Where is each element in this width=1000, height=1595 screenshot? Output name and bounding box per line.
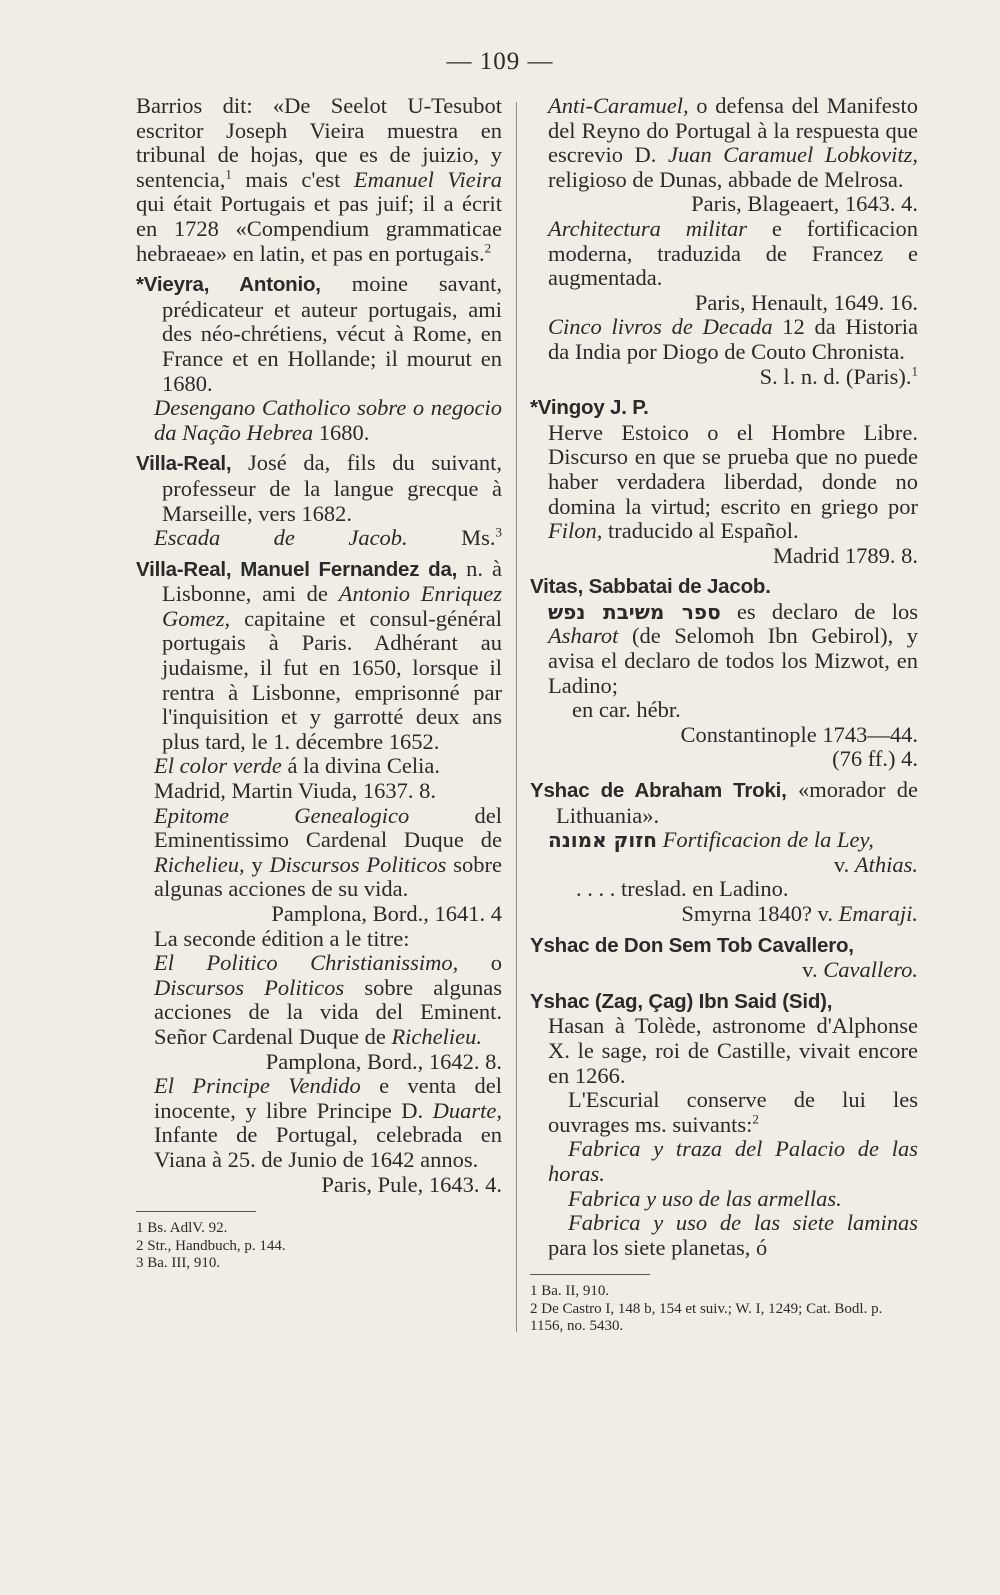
- manuscript-title: Fabrica y traza del Palacio de las horas.: [548, 1136, 918, 1186]
- entry-villa-real-jose: Villa-Real, José da, fils du suivant, professeur de la langue grecque à Marseille, vers 1682.: [136, 450, 502, 526]
- footnote: 1 Ba. II, 910.: [530, 1283, 610, 1300]
- entry-vieyra: *Vieyra, Antonio, moine savant, prédicateur et auteur portugais, ami des néo-chrétiens, vécut à Rome, en France et en Hollande; il mourut en 1680.: [136, 271, 502, 396]
- imprint: Pamplona, Bord., 1642. 8.: [265, 1048, 502, 1074]
- imprint: Smyrna 1840? v. Emaraji.: [681, 901, 918, 926]
- entry-heading: Villa-Real,: [136, 452, 232, 476]
- imprint: (76 ff.) 4.: [832, 746, 918, 772]
- ibn-said-bio: Hasan à Tolède, astronome d'Alphonse X. le sage, roi de Castille, vivait encore en 1266.: [548, 1013, 918, 1088]
- footnote: 2 Str., Handbuch, p. 144.: [136, 1237, 286, 1254]
- footnote-ref: 3: [495, 524, 503, 540]
- footnotes-left: [136, 1220, 502, 1273]
- footnote-rule: [136, 1211, 256, 1212]
- script-note: en car. hébr.: [572, 697, 681, 723]
- entry-heading: *Vingoy J. P.: [530, 396, 649, 420]
- work-hizzuk-emunah: חזוק אמונה Fortificacion de la Ley,: [548, 827, 874, 853]
- entry-heading: Yshac (Zag, Çag) Ibn Said (Sid),: [530, 989, 833, 1013]
- footnote: 1 Bs. AdlV. 92.: [136, 1220, 228, 1237]
- entry-troki: Yshac de Abraham Troki, «morador de Lithuania».: [530, 777, 918, 828]
- imprint: Madrid 1789. 8.: [773, 542, 918, 568]
- work-color-verde: El color verde á la divina Celia.: [154, 753, 440, 779]
- right-column: [530, 94, 918, 1336]
- imprint: Paris, Henault, 1649. 16.: [694, 289, 918, 315]
- entry-vitas: [530, 574, 918, 600]
- entry-heading: Yshac de Don Sem Tob Cavallero,: [530, 933, 854, 957]
- imprint: Constantinople 1743—44.: [680, 721, 918, 747]
- ibn-said-mss: L'Escurial conserve de lui les ouvrages ms. suivants:$^2$: [548, 1087, 918, 1137]
- entry-vingoy: [530, 395, 918, 421]
- column-divider: [516, 102, 517, 1332]
- left-column: [136, 94, 502, 1273]
- footnote-ref: 1: [911, 363, 918, 379]
- work-anti-caramuel: Anti-Caramuel, o defensa del Manifesto del Reyno do Portugal à la respuesta que escrevio D. Juan Caramuel Lobkovitz, religioso de Dunas, abbade de Melrosa.: [548, 93, 918, 192]
- work-mesibat-nefes: ספר משיבת נפש es declaro de los Asharot (de Selomoh Ibn Gebirol), y avisa el declaro de todos los Mizwot, en Ladino;: [548, 598, 918, 698]
- hebrew-title: ספר משיבת נפש: [548, 599, 721, 624]
- work-herve-estoico: Herve Estoico o el Hombre Libre. Discurso en que se prueba que no puede haber verdadera liberdad, donde no domina la virtud; escrito en griego por Filon, traducido al Español.: [548, 419, 918, 544]
- work-politico: El Politico Christianissimo, o Discursos Politicos sobre algunas acciones de la vida del Eminent. Señor Cardenal Duque de Richelieu.: [154, 950, 502, 1049]
- hebrew-title: חזוק אמונה: [548, 828, 658, 853]
- entry-cavallero: [530, 933, 918, 959]
- imprint: Pamplona, Bord., 1641. 4: [271, 901, 502, 926]
- work-epitome: Epitome Genealogico del Eminentissimo Cardenal Duque de Richelieu, y Discursos Politicos sobre algunas acciones de su vida.: [154, 802, 502, 902]
- footnote-ref: 1: [225, 166, 232, 182]
- imprint: S. l. n. d. (Paris).$^1$: [759, 363, 918, 389]
- entry-heading: Yshac de Abraham Troki,: [530, 779, 787, 803]
- second-edition-note: La seconde édition a le titre:: [154, 925, 410, 951]
- cross-reference: v. Athias.: [833, 851, 918, 877]
- page-number: — 109 —: [446, 48, 554, 75]
- barrios-paragraph: Barrios dit: «De Seelot U-Tesubot escritor Joseph Vieira muestra en tribunal de hojas, que es de juizio, y sentencia,$^1$ mais c'est Emanuel Vieira qui était Portugais et pas juif; il a écrit en 1728 «Compendium grammaticae hebraeae» en latin, et pas en portugais.$^2$: [136, 93, 502, 266]
- entry-heading: Vitas, Sabbatai de Jacob.: [530, 575, 771, 599]
- footnote-ref: 2: [752, 1111, 759, 1127]
- work-escada: Escada de Jacob. Ms.$^3$: [154, 524, 503, 551]
- manuscript-title: Fabrica y uso de las armellas.: [568, 1185, 842, 1211]
- manuscript-title: Fabrica y uso de las siete laminas para los siete planetas, ó: [548, 1210, 918, 1260]
- work-principe-vendido: El Principe Vendido e venta del inocente, y libre Principe D. Duarte, Infante de Portugal, celebrada en Viana à 25. de Junio de 1642 annos.: [154, 1073, 502, 1172]
- entry-ibn-said: [530, 989, 918, 1015]
- translation-note: . . . . treslad. en Ladino.: [576, 876, 789, 902]
- footnote: 2 De Castro I, 148 b, 154 et suiv.; W. I, 1249; Cat. Bodl. p. 1156, no. 5430.: [530, 1300, 883, 1335]
- entry-villa-real-manuel: Villa-Real, Manuel Fernandez da, n. à Lisbonne, ami de Antonio Enriquez Gomez, capitaine et consul-général portugais à Paris. Adhérant au judaisme, il fut en 1650, lorsque il rentra à Lisbonne, emprisonné par l'inquisition et y garrotté deux ans plus tard, le 1. décembre 1652.: [136, 555, 502, 754]
- footnote-rule: [530, 1274, 650, 1275]
- work-architectura: Architectura militar e fortificacion moderna, traduzida de Francez e augmentada.: [548, 215, 918, 291]
- entry-heading: Villa-Real, Manuel Fernandez da,: [136, 557, 458, 581]
- imprint: Paris, Pule, 1643. 4.: [321, 1171, 502, 1197]
- imprint: Madrid, Martin Viuda, 1637. 8.: [154, 778, 436, 804]
- footnote-ref: 2: [484, 240, 492, 256]
- entry-heading: *Vieyra, Antonio,: [136, 273, 321, 297]
- work-cinco-livros: Cinco livros de Decada 12 da Historia da India por Diogo de Couto Chronista.: [548, 314, 918, 364]
- cross-reference: v. Cavallero.: [802, 957, 918, 983]
- footnote: 3 Ba. III, 910.: [136, 1255, 221, 1272]
- imprint: Paris, Blageaert, 1643. 4.: [691, 191, 918, 217]
- footnotes-right: [530, 1283, 918, 1336]
- work-desengano: Desengano Catholico sobre o negocio da Nação Hebrea 1680.: [154, 395, 502, 445]
